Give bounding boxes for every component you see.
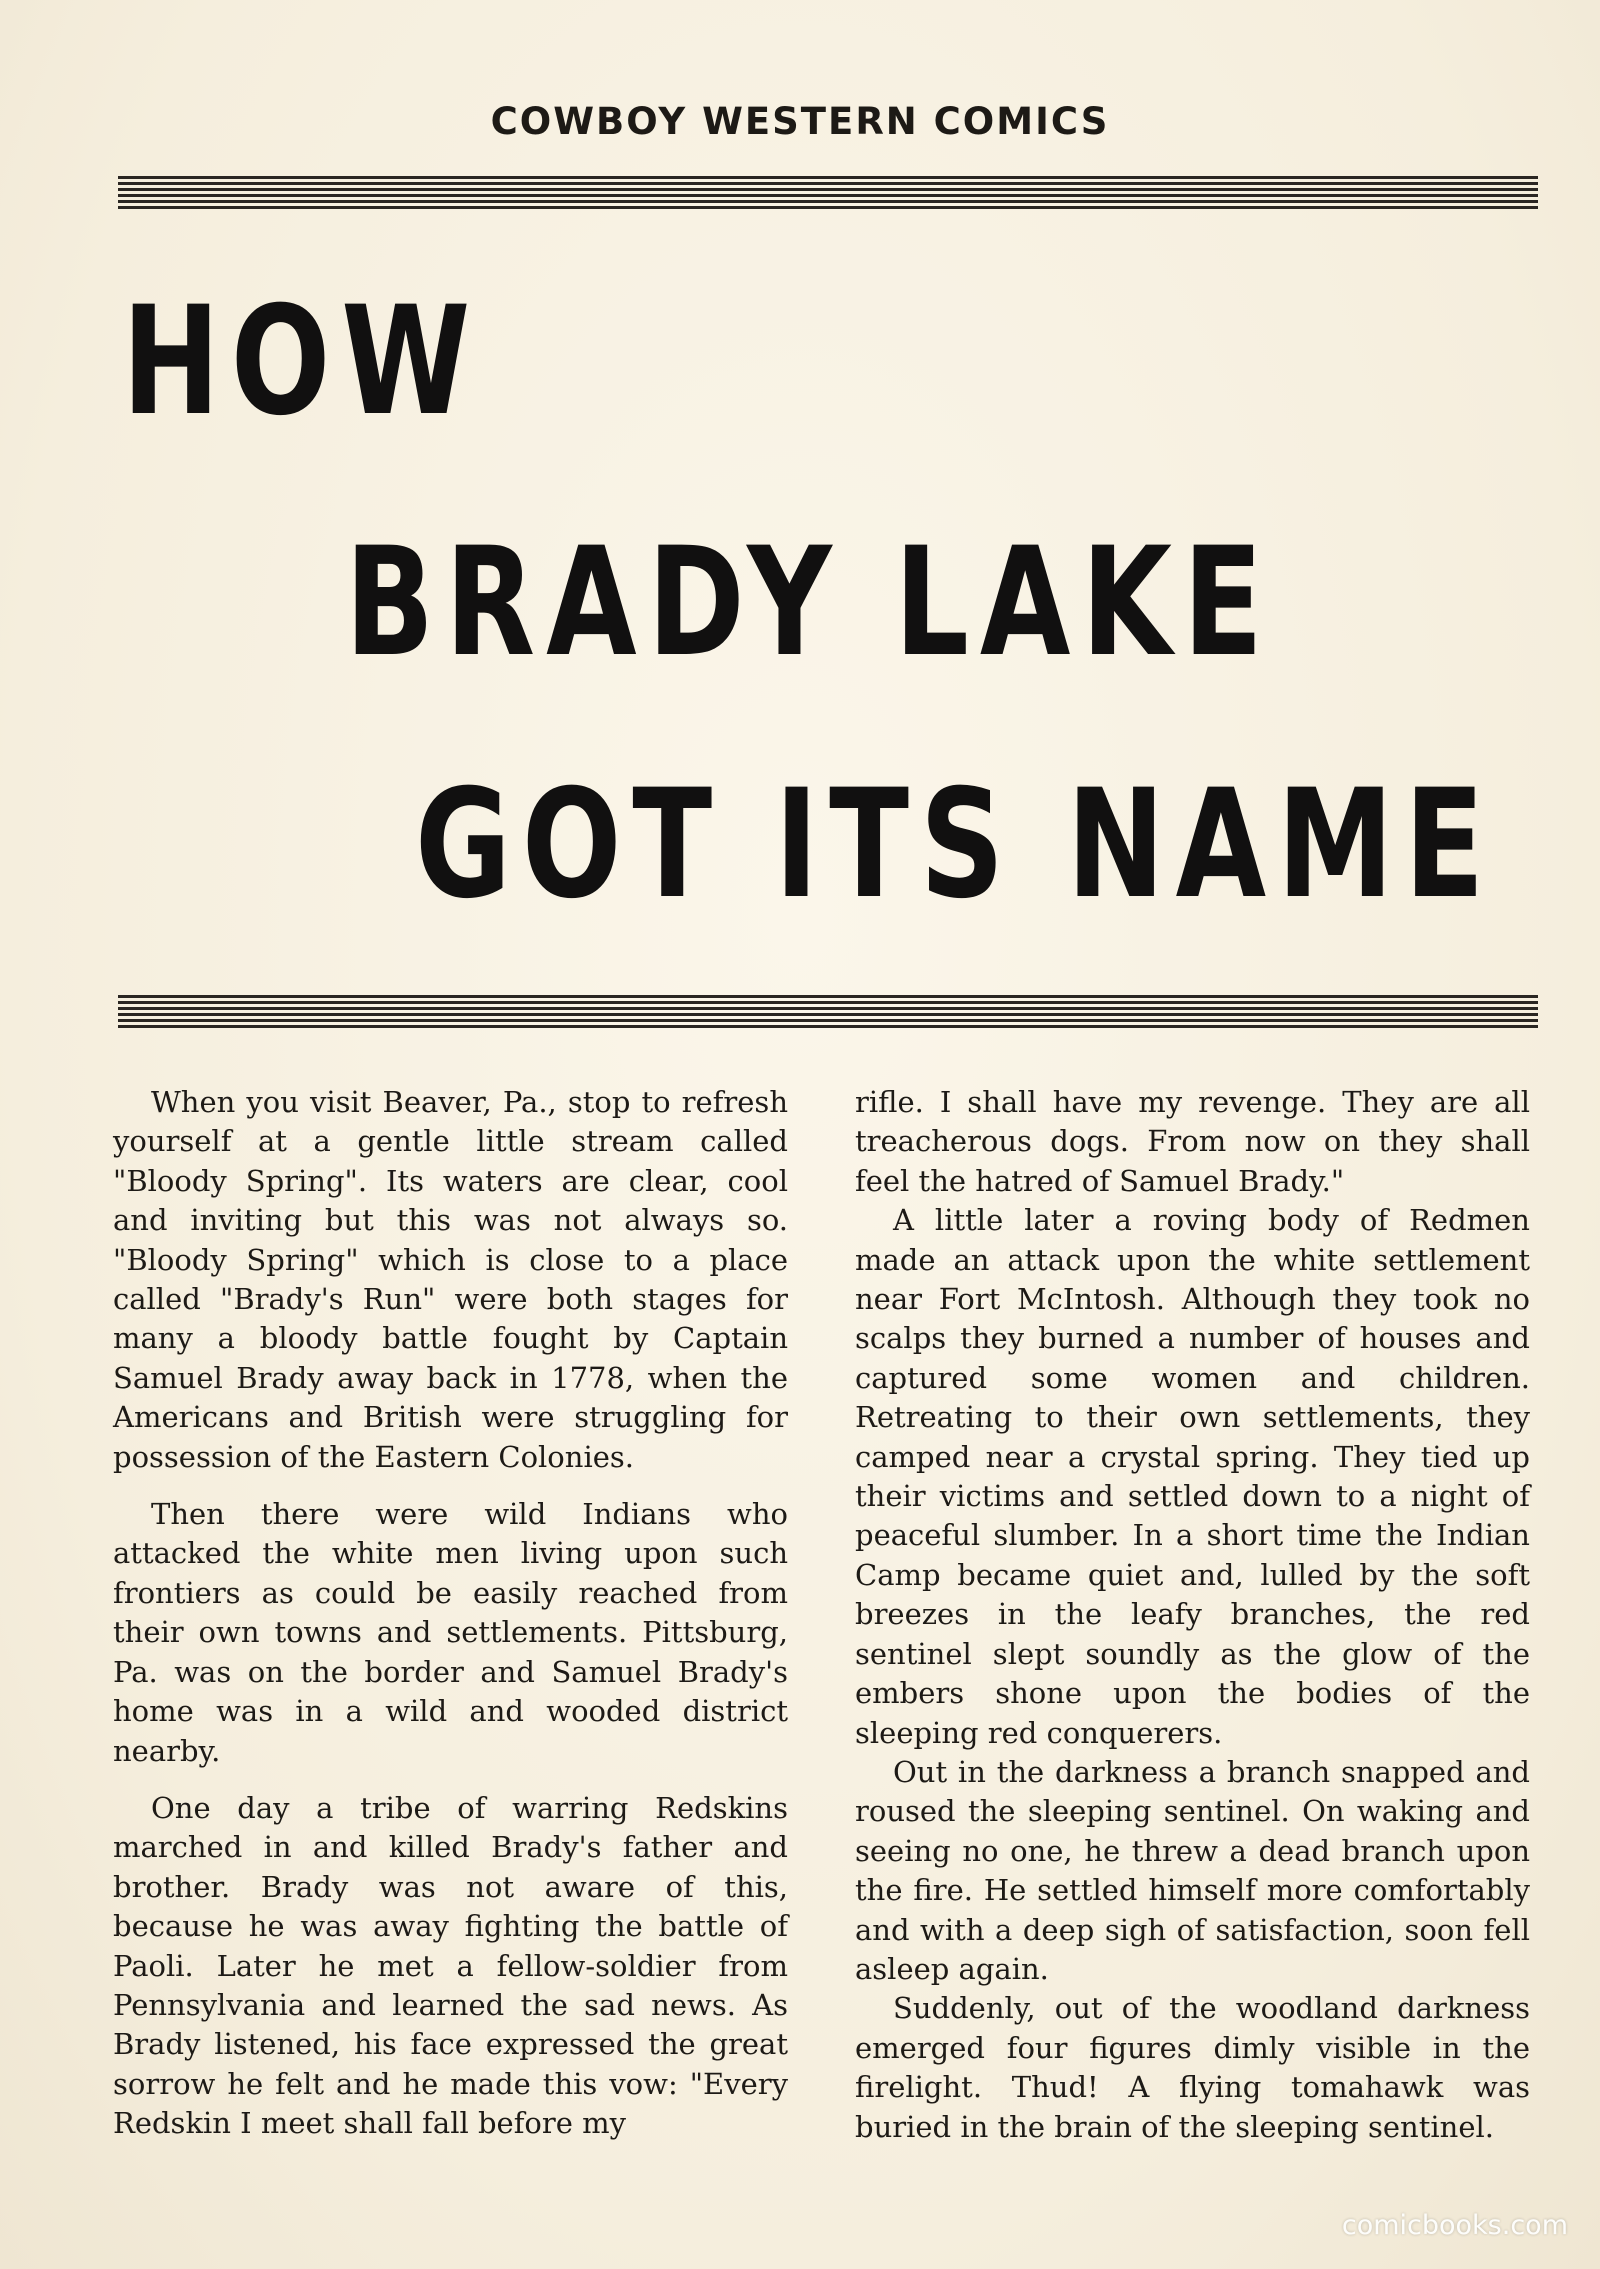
article-paragraph: One day a tribe of warring Redskins marched in and killed Brady's father and brother. Brady was not aware of this, because he was away fighting the battle of Paoli. Later he met a fellow-soldier from Pennsylvania and learned the sad news. As Brady listened, his face expressed the great sorrow he felt and he made this vow: "Every Redskin I meet shall fall before my [113,1790,788,2141]
comic-series-title: COWBOY WESTERN COMICS [490,100,1110,143]
article-left-column [113,1083,788,2162]
site-watermark: comicbooks.com [1341,2210,1568,2241]
top-rule-divider [118,176,1538,210]
bottom-rule-divider [118,995,1538,1029]
headline-line-1: HOW [122,275,482,449]
headline-line-3: GOT ITS NAME [415,758,1496,932]
article-paragraph: Suddenly, out of the woodland darkness emerged four figures dimly visible in the firelight. Thud! A flying tomahawk was buried in the brain of the sleeping sentinel. [855,1991,1530,2144]
article-paragraph: Then there were wild Indians who attacked the white men living upon such frontiers as could be easily reached from their own towns and settlements. Pittsburg, Pa. was on the border and Samuel Brady's home was in a wild and wooded district nearby. [113,1497,788,1768]
article-paragraph: rifle. I shall have my revenge. They are all treacherous dogs. From now on they shall feel the hatred of Samuel Brady." [855,1085,1530,1198]
headline-line-2: BRADY LAKE [345,516,1274,690]
article-right-column [855,1083,1530,2147]
article-paragraph: When you visit Beaver, Pa., stop to refresh yourself at a gentle little stream called "Bloody Spring". Its waters are clear, cool and inviting but this was not always so. "Bloody Spring" which is close to a place called "Brady's Run" were both stages for many a bloody battle fought by Captain Samuel Brady away back in 1778, when the Americans and British were struggling for possession of the Eastern Colonies. [113,1085,788,1474]
article-paragraph: A little later a roving body of Redmen made an attack upon the white settlement near Fort McIntosh. Although they took no scalps they burned a number of houses and captured some women and children. Retreating to their own settlements, they camped near a crystal spring. They tied up their victims and settled down to a night of peaceful slumber. In a short time the Indian Camp became quiet and, lulled by the soft breezes in the leafy branches, the red sentinel slept soundly as the glow of the embers shone upon the bodies of the sleeping red conquerers. [855,1203,1530,1750]
article-paragraph: Out in the darkness a branch snapped and roused the sleeping sentinel. On waking and seeing no one, he threw a dead branch upon the fire. He settled himself more comfortably and with a deep sigh of satisfaction, soon fell asleep again. [855,1754,1530,1986]
